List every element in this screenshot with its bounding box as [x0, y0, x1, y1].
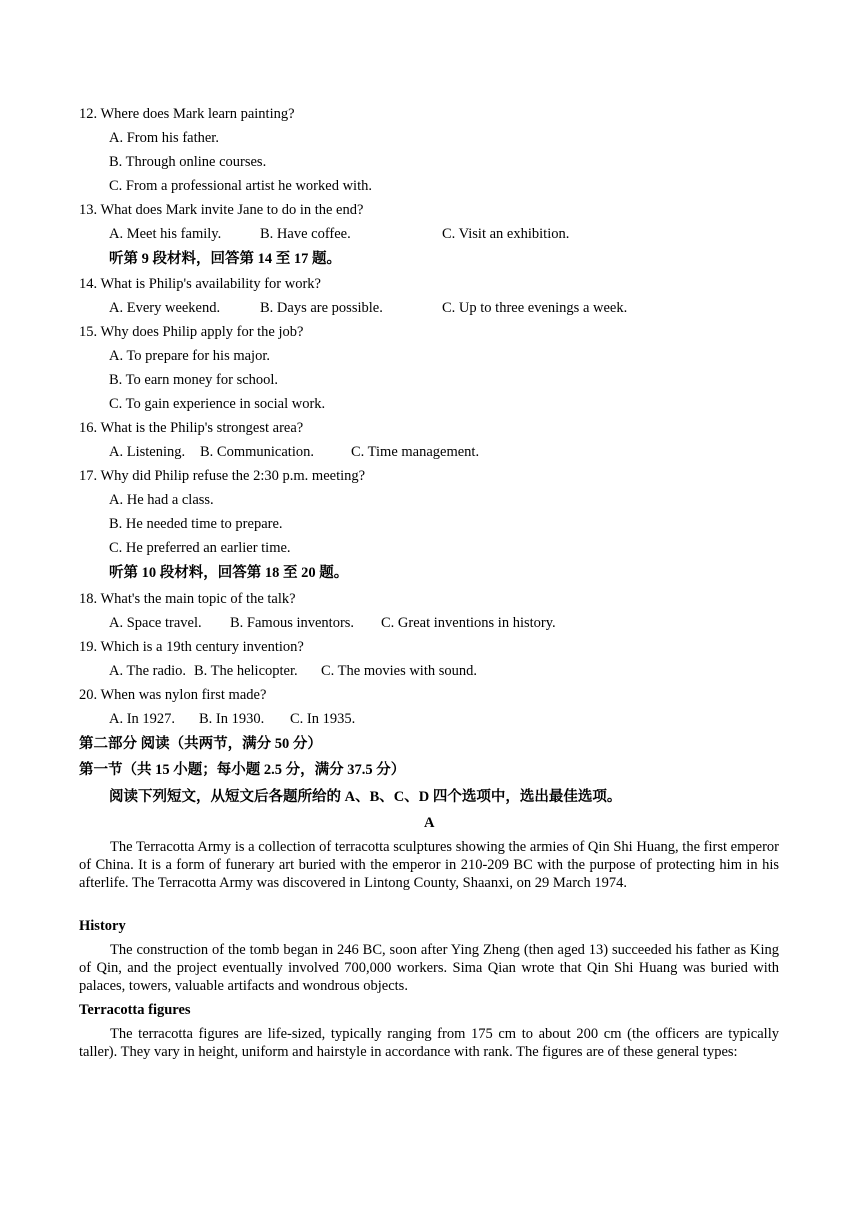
- section-heading-figures: Terracotta figures: [79, 1002, 191, 1018]
- question-20-option-c: C. In 1935.: [290, 711, 356, 727]
- passage-paragraph-2: The construction of the tomb began in 246 BC, soon after Ying Zheng (then aged 13) succeeded his father as King of Qin, and the project eventually involved 700,000 workers. Sima Qian wrote that Qin Shi Huang was buried with palaces, towers, valuable artifacts and wondrous objects.: [79, 942, 779, 994]
- question-15-stem: 15. Why does Philip apply for the job?: [79, 324, 304, 340]
- question-13-option-c: C. Visit an exhibition.: [442, 226, 570, 242]
- question-20-stem: 20. When was nylon first made?: [79, 687, 267, 703]
- question-12-option-c: C. From a professional artist he worked with.: [109, 178, 372, 194]
- question-19-stem: 19. Which is a 19th century invention?: [79, 639, 304, 655]
- question-18-option-b: B. Famous inventors.: [230, 615, 355, 631]
- question-14-option-a: A. Every weekend.: [109, 300, 221, 316]
- reading-instruction: 阅读下列短文，从短文后各题所给的 A、B、C、D 四个选项中，选出最佳选项。: [109, 789, 622, 805]
- question-13-stem: 13. What does Mark invite Jane to do in the end?: [79, 202, 364, 218]
- passage-paragraph-3: The terracotta figures are life-sized, typically ranging from 175 cm to about 200 cm (the officers are typically taller). They vary in height, uniform and hairstyle in accordance with rank. The figures are of these general types:: [79, 1026, 779, 1060]
- question-15-option-c: C. To gain experience in social work.: [109, 396, 326, 412]
- question-17-option-c: C. He preferred an earlier time.: [109, 540, 291, 556]
- section-heading-history: History: [79, 918, 126, 934]
- question-17-option-b: B. He needed time to prepare.: [109, 516, 283, 532]
- passage-paragraph-1: The Terracotta Army is a collection of terracotta sculptures showing the armies of Qin Shi Huang, the first emperor of China. It is a form of funerary art buried with the emperor in 210-209 BC with the purpose of protecting him in his afterlife. The Terracotta Army was discovered in Lintong County, Shaanxi, on 29 March 1974.: [79, 839, 779, 891]
- question-16-stem: 16. What is the Philip's strongest area?: [79, 420, 304, 436]
- question-20-option-a: A. In 1927.: [109, 711, 176, 727]
- question-16-option-c: C. Time management.: [351, 444, 480, 460]
- question-19-option-c: C. The movies with sound.: [321, 663, 478, 679]
- question-16-option-a: A. Listening.: [109, 444, 186, 460]
- question-19-option-b: B. The helicopter.: [194, 663, 298, 679]
- question-20-option-b: B. In 1930.: [199, 711, 265, 727]
- question-12-stem: 12. Where does Mark learn painting?: [79, 106, 295, 122]
- question-12-option-b: B. Through online courses.: [109, 154, 267, 170]
- instruction-passage-9: 听第 9 段材料，回答第 14 至 17 题。: [109, 251, 341, 267]
- question-14-stem: 14. What is Philip's availability for work?: [79, 276, 321, 292]
- section-one-title: 第一节（共 15 小题；每小题 2.5 分，满分 37.5 分）: [79, 762, 406, 778]
- question-13-option-a: A. Meet his family.: [109, 226, 222, 242]
- passage-letter: A: [424, 815, 435, 831]
- question-12-option-a: A. From his father.: [109, 130, 219, 146]
- question-18-option-a: A. Space travel.: [109, 615, 202, 631]
- question-17-stem: 17. Why did Philip refuse the 2:30 p.m. meeting?: [79, 468, 366, 484]
- question-14-option-b: B. Days are possible.: [260, 300, 383, 316]
- question-19-option-a: A. The radio.: [109, 663, 187, 679]
- part-two-title: 第二部分 阅读（共两节，满分 50 分）: [79, 736, 322, 752]
- question-18-option-c: C. Great inventions in history.: [381, 615, 556, 631]
- question-16-option-b: B. Communication.: [200, 444, 314, 460]
- question-14-option-c: C. Up to three evenings a week.: [442, 300, 628, 316]
- question-15-option-a: A. To prepare for his major.: [109, 348, 270, 364]
- question-18-stem: 18. What's the main topic of the talk?: [79, 591, 296, 607]
- question-17-option-a: A. He had a class.: [109, 492, 214, 508]
- question-15-option-b: B. To earn money for school.: [109, 372, 279, 388]
- instruction-passage-10: 听第 10 段材料，回答第 18 至 20 题。: [109, 565, 349, 581]
- question-13-option-b: B. Have coffee.: [260, 226, 351, 242]
